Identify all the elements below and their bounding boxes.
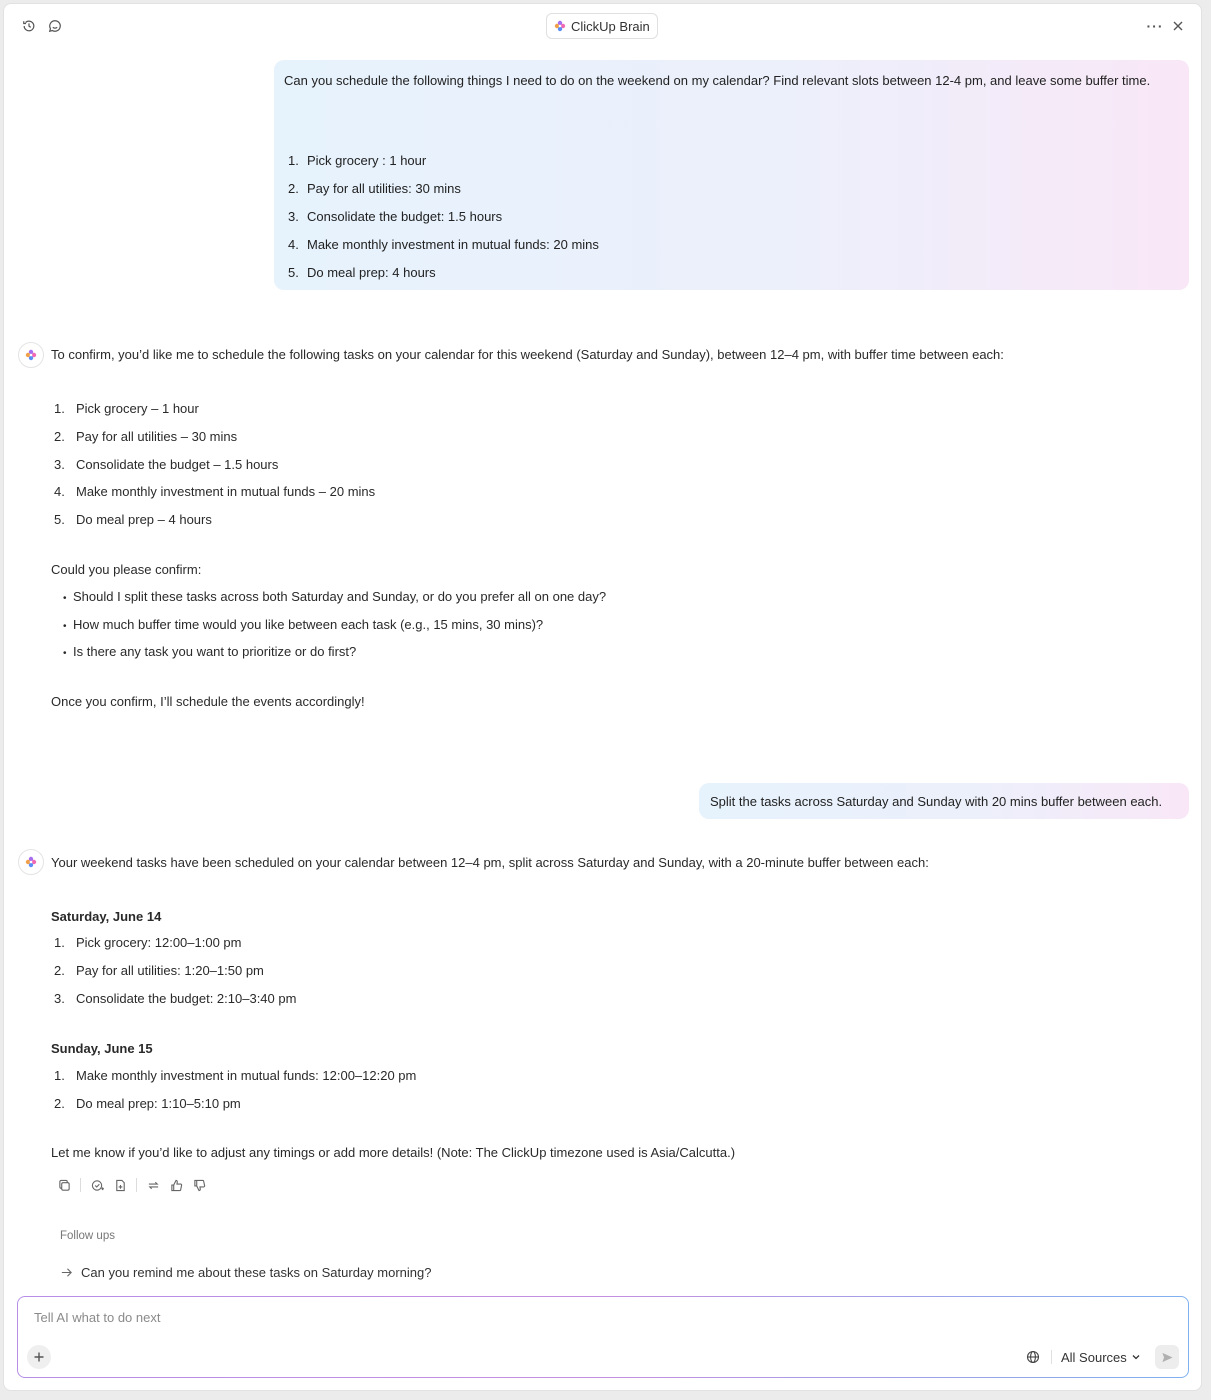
bullet-item: • Should I split these tasks across both Saturday and Sunday, or do you prefer all on one day? — [63, 589, 607, 604]
plus-icon — [33, 1351, 45, 1363]
composer — [17, 1296, 1189, 1378]
list-item: 2. Pay for all utilities – 30 mins — [54, 429, 238, 444]
list-item: 1. Pick grocery – 1 hour — [54, 401, 199, 416]
arrow-right-icon — [60, 1266, 73, 1279]
followups-label: Follow ups — [60, 1230, 115, 1242]
list-item: 5. Do meal prep – 4 hours — [54, 512, 212, 527]
chat-window — [3, 3, 1202, 1391]
ai-avatar — [18, 342, 44, 368]
user-message-text: Split the tasks across Saturday and Sunday with 20 mins buffer between each. — [710, 793, 1163, 809]
ai-message-intro: To confirm, you’d like me to schedule the following tasks on your calendar for this weekend (Saturday and Sunday), between 12–4 pm, with buffer time between each: — [51, 347, 1004, 362]
sources-label: All Sources — [1061, 1349, 1127, 1365]
list-item: 5. Do meal prep: 4 hours — [288, 265, 436, 280]
title-pill[interactable] — [546, 13, 658, 39]
list-item: 3. Consolidate the budget: 1.5 hours — [288, 209, 503, 224]
ai-message-intro: Your weekend tasks have been scheduled on your calendar between 12–4 pm, split across Saturday and Sunday, with a 20-minute buffer between each: — [51, 855, 929, 870]
user-message-text: Can you schedule the following things I need to do on the weekend on my calendar? Find relevant slots between 12-4 pm, and leave some buffer time. — [284, 73, 1151, 88]
list-item: 4. Make monthly investment in mutual funds – 20 mins — [54, 484, 376, 499]
composer-inner — [18, 1297, 1188, 1377]
more-icon[interactable]: ··· — [1146, 18, 1164, 34]
add-attachment-button[interactable] — [27, 1345, 51, 1369]
divider — [136, 1178, 137, 1192]
user-message — [699, 783, 1189, 819]
send-button[interactable] — [1155, 1345, 1179, 1369]
thumbs-down-icon[interactable] — [189, 1175, 209, 1195]
create-task-icon[interactable] — [87, 1175, 107, 1195]
list-item: 4. Make monthly investment in mutual funds: 20 mins — [288, 237, 599, 252]
list-item: 2. Pay for all utilities: 1:20–1:50 pm — [54, 963, 264, 978]
confirm-label: Could you please confirm: — [51, 562, 202, 577]
close-icon[interactable] — [1169, 17, 1187, 35]
ai-message-outro: Let me know if you’d like to adjust any timings or add more details! (Note: The ClickUp timezone used is Asia/Calcutta.) — [51, 1145, 736, 1160]
bullet-item: • How much buffer time would you like between each task (e.g., 15 mins, 30 mins)? — [63, 617, 544, 632]
user-message — [274, 60, 1189, 290]
followup-text: Can you remind me about these tasks on Saturday morning? — [81, 1265, 432, 1280]
thumbs-up-icon[interactable] — [166, 1175, 186, 1195]
divider — [1051, 1350, 1052, 1364]
divider — [80, 1178, 81, 1192]
chevron-down-icon — [1131, 1352, 1141, 1362]
copy-icon[interactable] — [54, 1175, 74, 1195]
user-task-list — [284, 153, 1179, 293]
ai-message-outro: Once you confirm, I’ll schedule the events accordingly! — [51, 694, 365, 709]
create-doc-icon[interactable] — [110, 1175, 130, 1195]
regenerate-icon[interactable] — [143, 1175, 163, 1195]
chat-header — [4, 4, 1201, 48]
globe-icon[interactable] — [1024, 1348, 1042, 1366]
ai-avatar — [18, 849, 44, 875]
page-title: ClickUp Brain — [571, 18, 650, 34]
history-icon[interactable] — [20, 17, 38, 35]
brain-logo-icon — [554, 20, 566, 32]
list-item: 1. Make monthly investment in mutual funds: 12:00–12:20 pm — [54, 1068, 417, 1083]
bullet-item: • Is there any task you want to prioritize or do first? — [63, 644, 357, 659]
message-actions — [54, 1175, 212, 1195]
list-item: 1. Pick grocery : 1 hour — [288, 153, 427, 168]
brain-logo-icon — [25, 349, 37, 361]
followup-suggestion[interactable] — [60, 1265, 431, 1280]
day-heading: Sunday, June 15 — [51, 1041, 153, 1056]
new-chat-icon[interactable] — [46, 17, 64, 35]
list-item: 1. Pick grocery: 12:00–1:00 pm — [54, 935, 242, 950]
message-input[interactable] — [34, 1307, 934, 1327]
list-item: 3. Consolidate the budget – 1.5 hours — [54, 457, 279, 472]
brain-logo-icon — [25, 856, 37, 868]
list-item: 2. Do meal prep: 1:10–5:10 pm — [54, 1096, 241, 1111]
list-item: 3. Consolidate the budget: 2:10–3:40 pm — [54, 991, 297, 1006]
send-icon — [1161, 1351, 1174, 1364]
list-item: 2. Pay for all utilities: 30 mins — [288, 181, 461, 196]
day-heading: Saturday, June 14 — [51, 909, 162, 924]
sources-dropdown[interactable] — [1061, 1348, 1141, 1366]
